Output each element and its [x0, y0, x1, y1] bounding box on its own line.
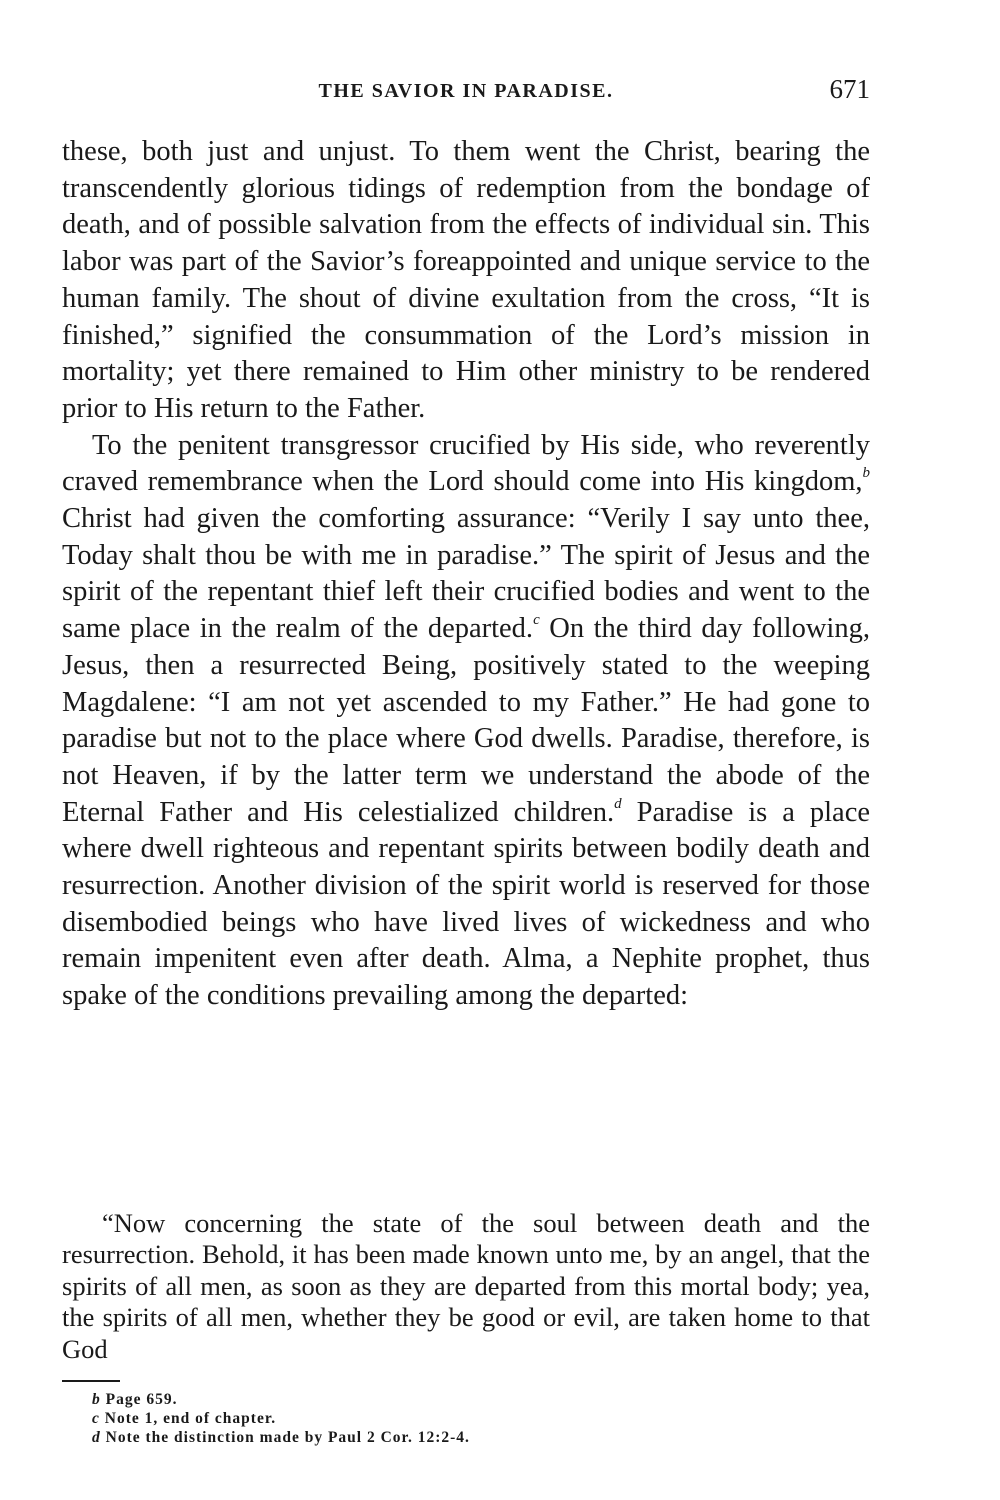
footnote-ref-c: c	[533, 612, 540, 629]
paragraph-text: Christ had given the comforting assurance: “Verily I say unto thee, Today shalt thou be with me in paradise.” The spirit of Jesus and the spirit of the repentant thief left their crucified bodies and went to the same place in the realm of the departed.	[62, 503, 870, 645]
footnote-mark: d	[92, 1429, 101, 1446]
footnote-mark: b	[92, 1391, 101, 1408]
footnote	[92, 1409, 470, 1428]
footnote-text: Page 659.	[105, 1391, 178, 1408]
running-title: THE SAVIOR IN PARADISE.	[318, 80, 614, 102]
footnote-text: Note 1, end of chapter.	[104, 1410, 277, 1427]
paragraph-text: Paradise is a place where dwell righteous and repentant spirits between bodily death and resurrection. Another division of the spirit world is reserved for those disembodied beings who have lived lives of wickedness and who remain impenitent even after death. Alma, a Nephite prophet, thus spake of the conditions prevailing among the departed:	[62, 796, 870, 1012]
footnote-mark: c	[92, 1410, 100, 1427]
paragraph	[62, 428, 870, 1015]
paragraph-text: To the penitent transgressor crucified by His side, who reverently craved remembrance when the Lord should come into His kingdom,	[62, 429, 870, 498]
footnote-ref-b: b	[862, 465, 870, 482]
footnote-text: Note the distinction made by Paul 2 Cor. 12:2-4.	[105, 1429, 470, 1446]
body-text	[62, 134, 870, 1015]
footnote	[92, 1390, 470, 1409]
page-number: 671	[829, 74, 870, 104]
footnote-ref-d: d	[614, 795, 622, 812]
footnotes	[92, 1390, 470, 1447]
paragraph-text: On the third day following, Jesus, then a resurrected Being, positively stated to the weeping Magdalene: “I am not yet ascended to my Father.” He had gone to paradise but not to the place where God dwells. Paradise, therefore, is not Heaven, if by the latter term we understand the abode of the Eternal Father and His celestialized children.	[62, 613, 870, 828]
block-quote: “Now concerning the state of the soul between death and the resurrection. Behold, it has been made known unto me, by an angel, that the spirits of all men, as soon as they are departed from this mortal body; yea, the spirits of all men, whether they be good or evil, are taken home to that God	[62, 1208, 870, 1364]
paragraph: these, both just and unjust. To them went the Christ, bearing the transcendently glorious tidings of redemption from the bondage of death, and of possible salvation from the effects of individual sin. This labor was part of the Savior’s foreappointed and unique service to the human family. The shout of divine exultation from the cross, “It is finished,” signified the consummation of the Lord’s mission in mortality; yet there remained to Him other ministry to be rendered prior to His return to the Father.	[62, 136, 870, 424]
footnote-divider	[62, 1380, 120, 1382]
running-head	[62, 74, 870, 110]
footnote	[92, 1428, 470, 1447]
